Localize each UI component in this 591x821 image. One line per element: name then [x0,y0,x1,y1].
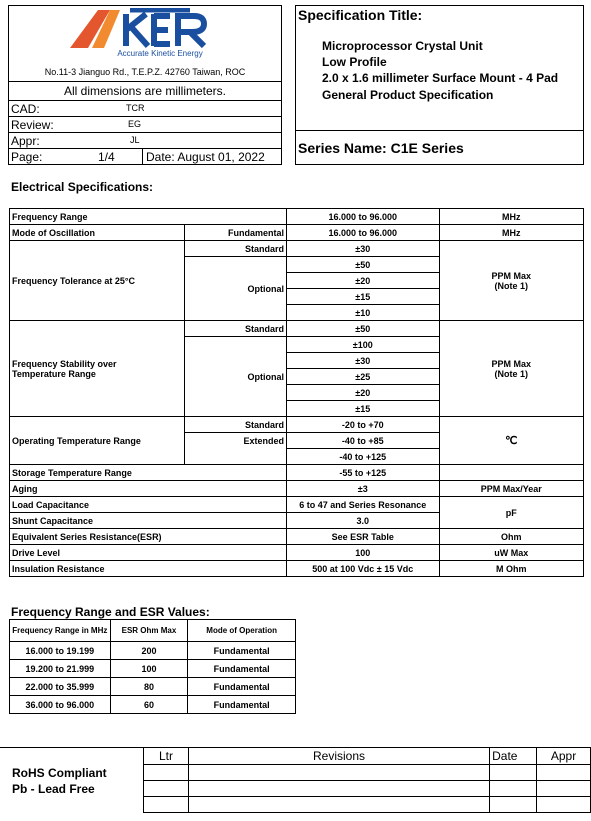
review-value: EG [128,119,142,129]
stability-optional-value: ±25 [287,369,439,385]
tolerance-optional-value: ±15 [287,289,439,305]
table-row [10,561,584,577]
cad-value: TCR [126,103,145,113]
freq-range-label: Frequency Range [10,209,287,225]
table-row [10,696,296,714]
esr-unit: Ohm [439,529,584,545]
table-row [10,529,584,545]
table-row [10,241,584,257]
esr-cell: 22.000 to 35.999 [10,678,111,696]
esr-cell: 200 [110,642,188,660]
op-temp-extended-value: -40 to +85 [287,433,439,449]
op-temp-extended-value: -40 to +125 [287,449,439,465]
esr-cell: Fundamental [188,642,296,660]
storage-label: Storage Temperature Range [10,465,287,481]
electrical-spec-table [9,208,584,577]
table-row [10,678,296,696]
drive-unit: uW Max [439,545,584,561]
dimensions-note: All dimensions are millimeters. [63,84,227,98]
stability-optional-value: ±15 [287,401,439,417]
op-temp-extended-label: Extended [185,433,287,449]
date-text: Date: August 01, 2022 [146,150,265,164]
cap-unit: pF [439,497,584,529]
table-row [10,321,584,337]
esr-heading: Frequency Range and ESR Values: [11,605,210,619]
spec-line-3: 2.0 x 1.6 millimeter Surface Mount - 4 Pad [322,71,559,85]
esr-cell: 19.200 to 21.999 [10,660,111,678]
series-name: Series Name: C1E Series [298,140,464,156]
stability-standard-value: ±50 [287,321,439,337]
table-row [10,545,584,561]
stability-label-line1: Frequency Stability over [12,358,117,369]
table-row [144,748,591,765]
esr-cell: Fundamental [188,696,296,714]
mode-unit: MHz [439,225,584,241]
spec-title-label: Specification Title: [298,7,423,23]
tolerance-standard-value: ±30 [287,241,439,257]
revisions-header-appr: Appr [537,748,591,765]
spec-line-4: General Product Specification [322,88,494,102]
tolerance-optional-value: ±10 [287,305,439,321]
revisions-table [143,747,591,813]
shunt-cap-value: 3.0 [287,513,439,529]
esr-cell: 36.000 to 96.000 [10,696,111,714]
esr-cell: 60 [110,696,188,714]
stability-unit-line1: PPM Max [491,358,531,369]
spec-line-2: Low Profile [322,55,387,69]
revisions-header-ltr: Ltr [144,748,189,765]
freq-range-unit: MHz [439,209,584,225]
mode-label: Mode of Oscillation [10,225,185,241]
esr-cell: Fundamental [188,678,296,696]
stability-optional-value: ±100 [287,337,439,353]
table-row [144,781,591,797]
stability-label [10,321,185,417]
storage-value: -55 to +125 [287,465,439,481]
tolerance-unit-line2: (Note 1) [494,280,528,291]
table-row [144,765,591,781]
table-row [10,481,584,497]
page-value: 1/4 [98,150,115,164]
rohs-line-2: Pb - Lead Free [12,782,95,796]
company-tagline: Accurate Kinetic Energy [117,49,203,58]
stability-label-line2: Temperature Range [12,368,96,379]
load-cap-label: Load Capacitance [10,497,287,513]
tolerance-optional-value: ±20 [287,273,439,289]
drive-value: 100 [287,545,439,561]
esr-cell: 100 [110,660,188,678]
tolerance-optional-label: Optional [185,257,287,321]
freq-range-value: 16.000 to 96.000 [287,209,439,225]
revisions-header-revisions: Revisions [188,748,489,765]
table-row [10,660,296,678]
esr-cell: 16.000 to 19.199 [10,642,111,660]
rohs-line-1: RoHS Compliant [12,766,107,780]
page-label: Page: [11,150,43,164]
table-row [10,620,296,642]
table-row [10,642,296,660]
insulation-unit: M Ohm [439,561,584,577]
table-row [10,209,584,225]
table-row [10,225,584,241]
table-row [144,797,591,813]
tolerance-standard-label: Standard [185,241,287,257]
mode-value: 16.000 to 96.000 [287,225,439,241]
stability-standard-label: Standard [185,321,287,337]
stability-unit-line2: (Note 1) [494,368,528,379]
aging-value: ±3 [287,481,439,497]
tolerance-unit-line1: PPM Max [491,270,531,281]
spec-line-1: Microprocessor Crystal Unit [322,39,483,53]
shunt-cap-label: Shunt Capacitance [10,513,287,529]
cad-row [8,100,282,117]
stability-optional-label: Optional [185,337,287,417]
esr-cell: Fundamental [188,660,296,678]
insulation-value: 500 at 100 Vdc ± 15 Vdc [287,561,439,577]
esr-cell: 80 [110,678,188,696]
table-row [10,417,584,433]
op-temp-unit: ℃ [439,417,584,465]
company-address: No.11-3 Jianguo Rd., T.E.P.Z. 42760 Taiwan, ROC [44,67,246,77]
insulation-label: Insulation Resistance [10,561,287,577]
stability-optional-value: ±30 [287,353,439,369]
esr-header-freq: Frequency Range in MHz [10,620,111,642]
review-label: Review: [11,118,54,132]
esr-header-esr: ESR Ohm Max [110,620,188,642]
stability-optional-value: ±20 [287,385,439,401]
tolerance-label: Frequency Tolerance at 25°C [10,241,185,321]
tolerance-optional-value: ±50 [287,257,439,273]
drive-label: Drive Level [10,545,287,561]
appr-label: Appr: [11,134,40,148]
esr-label: Equivalent Series Resistance(ESR) [10,529,287,545]
appr-value: JL [130,135,140,145]
revisions-header-date: Date [490,748,537,765]
op-temp-standard-value: -20 to +70 [287,417,439,433]
tolerance-unit [439,241,584,321]
op-temp-standard-label: Standard [185,417,287,433]
cad-label: CAD: [11,102,40,116]
esr-header-mode: Mode of Operation [188,620,296,642]
op-temp-label: Operating Temperature Range [10,417,185,465]
esr-table [9,619,296,714]
aging-unit: PPM Max/Year [439,481,584,497]
stability-unit [439,321,584,417]
aging-label: Aging [10,481,287,497]
load-cap-value: 6 to 47 and Series Resonance [287,497,439,513]
table-row [10,465,584,481]
table-row [10,497,584,513]
esr-value: See ESR Table [287,529,439,545]
electrical-heading: Electrical Specifications: [11,180,154,194]
mode-sub: Fundamental [185,225,287,241]
appr-row [8,132,282,149]
